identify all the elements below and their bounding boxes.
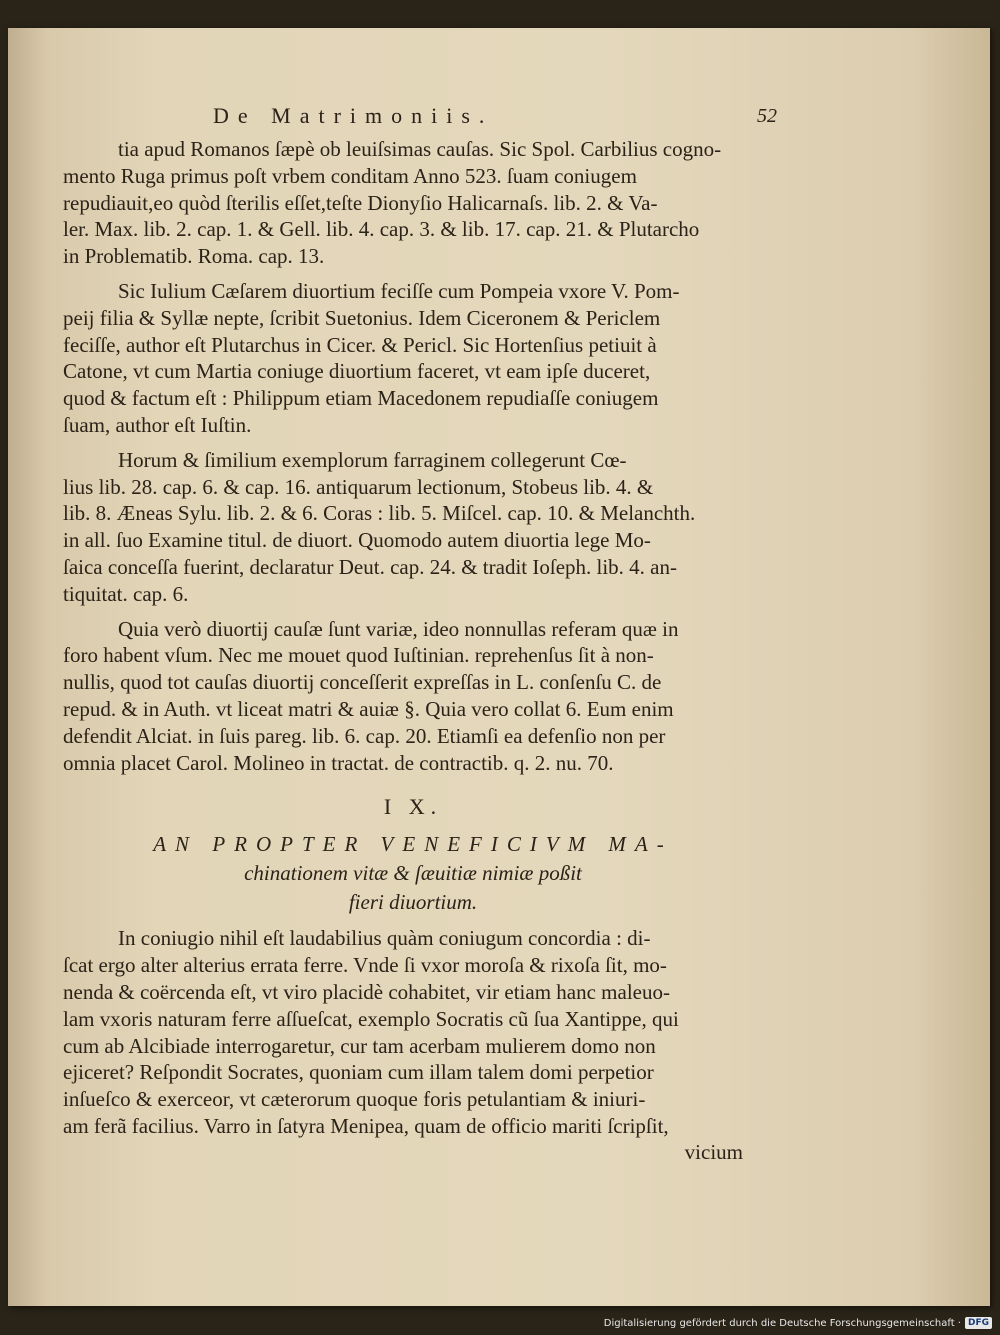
chapter-number: I X. (383, 794, 443, 820)
text-line: lib. 8. Æneas Sylu. lib. 2. & 6. Coras : lib. 5. Miſcel. cap. 10. & Melanchth. (63, 501, 696, 526)
text-line: defendit Alciat. in ſuis pareg. lib. 6. cap. 20. Etiamſi ea defenſio non per (63, 723, 666, 748)
text-line: omnia placet Carol. Molineo in tractat. de contractib. q. 2. nu. 70. (63, 750, 614, 775)
body-paragraphs-2 (63, 925, 763, 1139)
running-header (63, 96, 777, 136)
text-line: lius lib. 28. cap. 6. & cap. 16. antiquarum lectionum, Stobeus lib. 4. & (63, 474, 654, 499)
chapter-title-line: chinationem vitæ & ſæuitiæ nimiæ poßit (244, 861, 582, 886)
book-page (8, 28, 990, 1306)
text-line: ſuam, author eſt Iuſtin. (63, 412, 252, 437)
footer-text: Digitalisierung gefördert durch die Deutsche Forschungsgemeinschaft · (603, 1317, 961, 1329)
text-line: Quia verò diuortij cauſæ ſunt variæ, ideo nonnullas referam quæ in (118, 616, 679, 641)
text-line: In coniugio nihil eſt laudabilius quàm coniugum concordia : di- (118, 926, 651, 951)
text-line: cum ab Alcibiade interrogaretur, cur tam acerbam mulierem domo non (63, 1033, 656, 1058)
dfg-logo: DFG (965, 1317, 992, 1329)
text-line: nullis, quod tot cauſas diuortij conceſſerit expreſſas in L. conſenſu C. de (63, 670, 662, 695)
text-line: Catone, vt cum Martia coniuge diuortium faceret, vt eam ipſe duceret, (63, 359, 651, 384)
catchword: vicium (684, 1139, 743, 1164)
text-line: in all. ſuo Examine titul. de diuort. Quomodo autem diuortia lege Mo- (63, 528, 651, 553)
text-line: ſaica conceſſa fuerint, declaratur Deut. cap. 24. & tradit Ioſeph. lib. 4. an- (63, 554, 677, 579)
text-line: ſcat ergo alter alterius errata ferre. Vnde ſi vxor moroſa & rixoſa ſit, mo- (63, 953, 667, 978)
running-title: De Matrimoniis. (213, 103, 494, 128)
text-line: tiquitat. cap. 6. (63, 581, 189, 606)
text-line: repud. & in Auth. vt liceat matri & auiæ §. Quia vero collat 6. Eum enim (63, 696, 674, 721)
page-text (63, 96, 777, 1165)
text-line: Sic Iulium Cæſarem diuortium feciſſe cum Pompeia vxore V. Pom- (118, 278, 680, 303)
chapter-title (63, 830, 763, 917)
body-paragraphs (63, 136, 763, 776)
footer-credit (604, 1317, 992, 1329)
text-line: peij filia & Syllæ nepte, ſcribit Suetonius. Idem Ciceronem & Periclem (63, 305, 661, 330)
text-line: inſueſco & exerceor, vt cæterorum quoque foris petulantiam & iniuri- (63, 1087, 646, 1112)
text-line: quod & factum eſt : Philippum etiam Macedonem repudiaſſe coniugem (63, 386, 659, 411)
folio-number: 52 (757, 105, 777, 127)
text-line: repudiauit,eo quòd ſterilis eſſet,teſte Dionyſio Halicarnaſs. lib. 2. & Va- (63, 190, 658, 215)
chapter-title-line: fieri diuortium. (348, 890, 478, 915)
text-line: Horum & ſimilium exemplorum farraginem collegerunt Cœ- (118, 447, 627, 472)
text-line: feciſſe, author eſt Plutarchus in Cicer. & Pericl. Sic Hortenſius petiuit à (63, 332, 657, 357)
text-line: ejiceret? Reſpondit Socrates, quoniam cum illam talem domi perpetior (63, 1060, 654, 1085)
text-line: am ferã facilius. Varro in ſatyra Menipea, quam de officio mariti ſcripſit, (63, 1113, 669, 1138)
text-line: ler. Max. lib. 2. cap. 1. & Gell. lib. 4. cap. 3. & lib. 17. cap. 21. & Plutarcho (63, 217, 700, 242)
text-line: mento Ruga primus poſt vrbem conditam Anno 523. ſuam coniugem (63, 163, 637, 188)
text-line: nenda & coërcenda eſt, vt viro placidè cohabitet, vir etiam hanc maleuo- (63, 979, 670, 1004)
chapter-title-line: AN PROPTER VENEFICIVM MA- (153, 832, 673, 857)
text-line: in Problematib. Roma. cap. 13. (63, 244, 325, 269)
text-line: tia apud Romanos ſæpè ob leuiſsimas cauſas. Sic Spol. Carbilius cogno- (118, 137, 722, 161)
text-line: foro habent vſum. Nec me mouet quod Iuſtinian. reprehenſus ſit à non- (63, 643, 654, 668)
text-line: lam vxoris naturam ferre aſſueſcat, exemplo Socratis cũ ſua Xantippe, qui (63, 1006, 679, 1031)
